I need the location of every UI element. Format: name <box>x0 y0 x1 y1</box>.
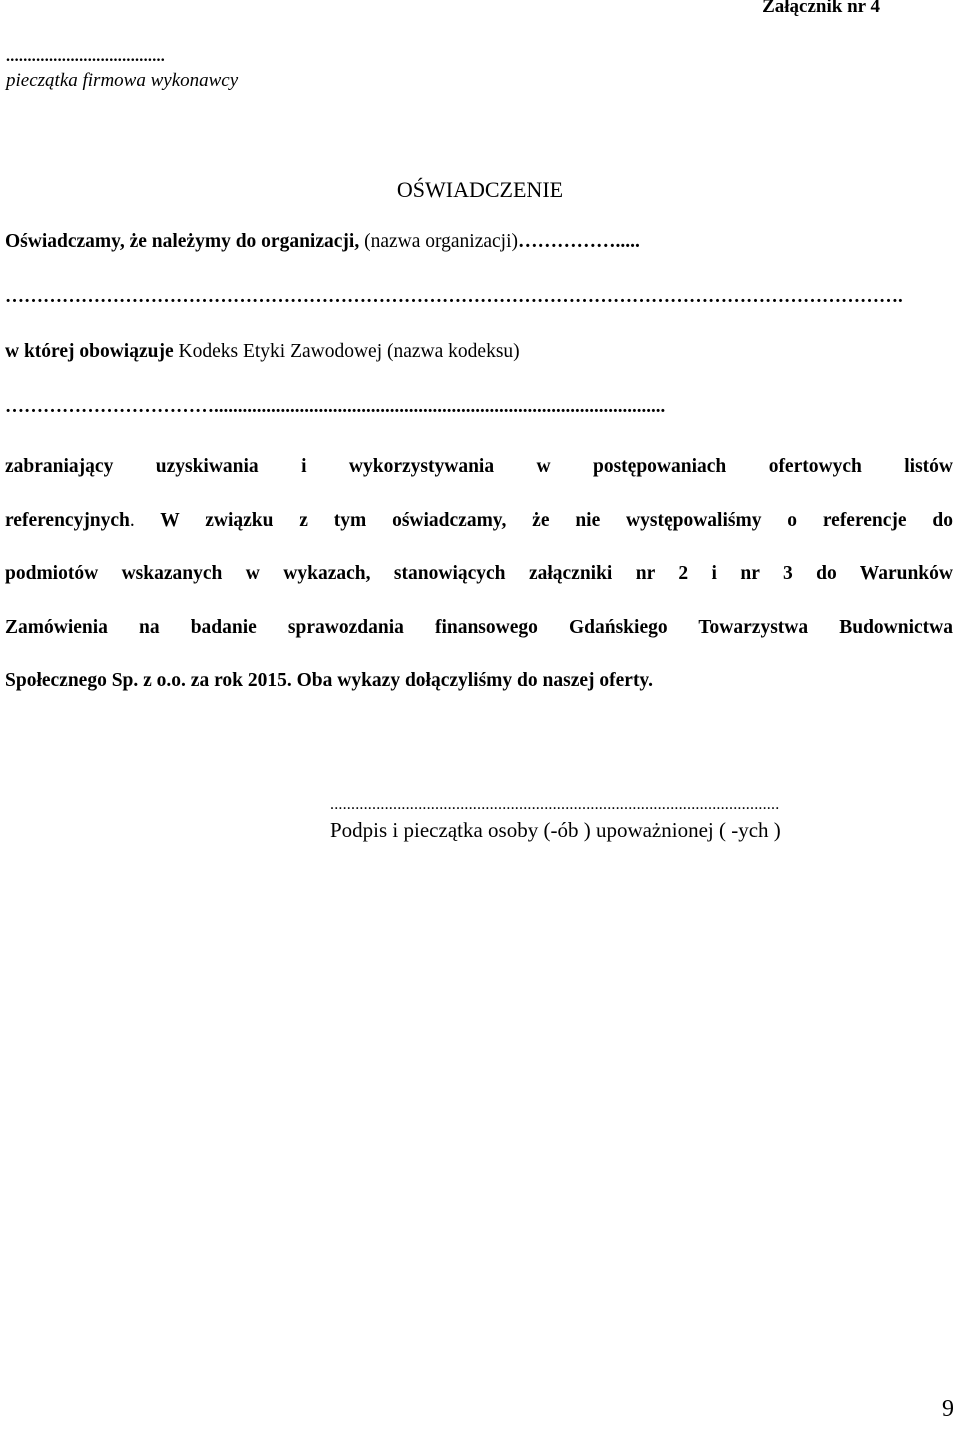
code-statement: w której obowiązuje <box>5 341 174 362</box>
page-number: 9 <box>942 1396 954 1422</box>
organization-statement: Oświadczamy, że należymy do organizacji, <box>5 231 360 252</box>
organization-dotted-line: ……………………………………………………………………………………………………………………………. <box>5 286 903 307</box>
paragraph-line-2-period: . <box>129 509 135 531</box>
code-line <box>5 341 520 363</box>
paragraph-line-2-start: referencyjnych <box>5 509 130 531</box>
signature-label: Podpis i pieczątka osoby (-ób ) upoważnionej ( -ych ) <box>330 818 781 842</box>
paragraph-line-1: zabraniający uzyskiwania i wykorzystywania w postępowaniach ofertowych listów <box>5 456 953 477</box>
declaration-paragraph <box>5 440 953 708</box>
paragraph-line-4: Zamówienia na badanie sprawozdania finansowego Gdańskiego Towarzystwa Budownictwa <box>5 616 953 638</box>
organization-line <box>5 231 640 253</box>
document-title: OŚWIADCZENIE <box>396 177 564 202</box>
stamp-label: pieczątka firmowa wykonawcy <box>6 70 239 91</box>
paragraph-line-2-rest: W związku z tym oświadczamy, że nie występowaliśmy o referencje do <box>160 509 953 531</box>
organization-hint: (nazwa organizacji) <box>364 231 519 252</box>
code-dotted-line: ……………………………............................................................................................... <box>5 396 666 417</box>
organization-fill: ……………..... <box>518 231 640 252</box>
stamp-dotted-line: ..................................... <box>6 48 166 65</box>
paragraph-line-2 <box>5 494 953 548</box>
signature-dotted-line: ........................................................................................................... <box>330 796 780 813</box>
paragraph-line-5: Społecznego Sp. z o.o. za rok 2015. Oba wykazy dołączyliśmy do naszej oferty. <box>5 670 653 691</box>
attachment-label: Załącznik nr 4 <box>762 0 880 17</box>
paragraph-line-3: podmiotów wskazanych w wykazach, stanowiących załączniki nr 2 i nr 3 do Warunków <box>5 563 953 584</box>
code-hint: Kodeks Etyki Zawodowej (nazwa kodeksu) <box>178 341 520 362</box>
